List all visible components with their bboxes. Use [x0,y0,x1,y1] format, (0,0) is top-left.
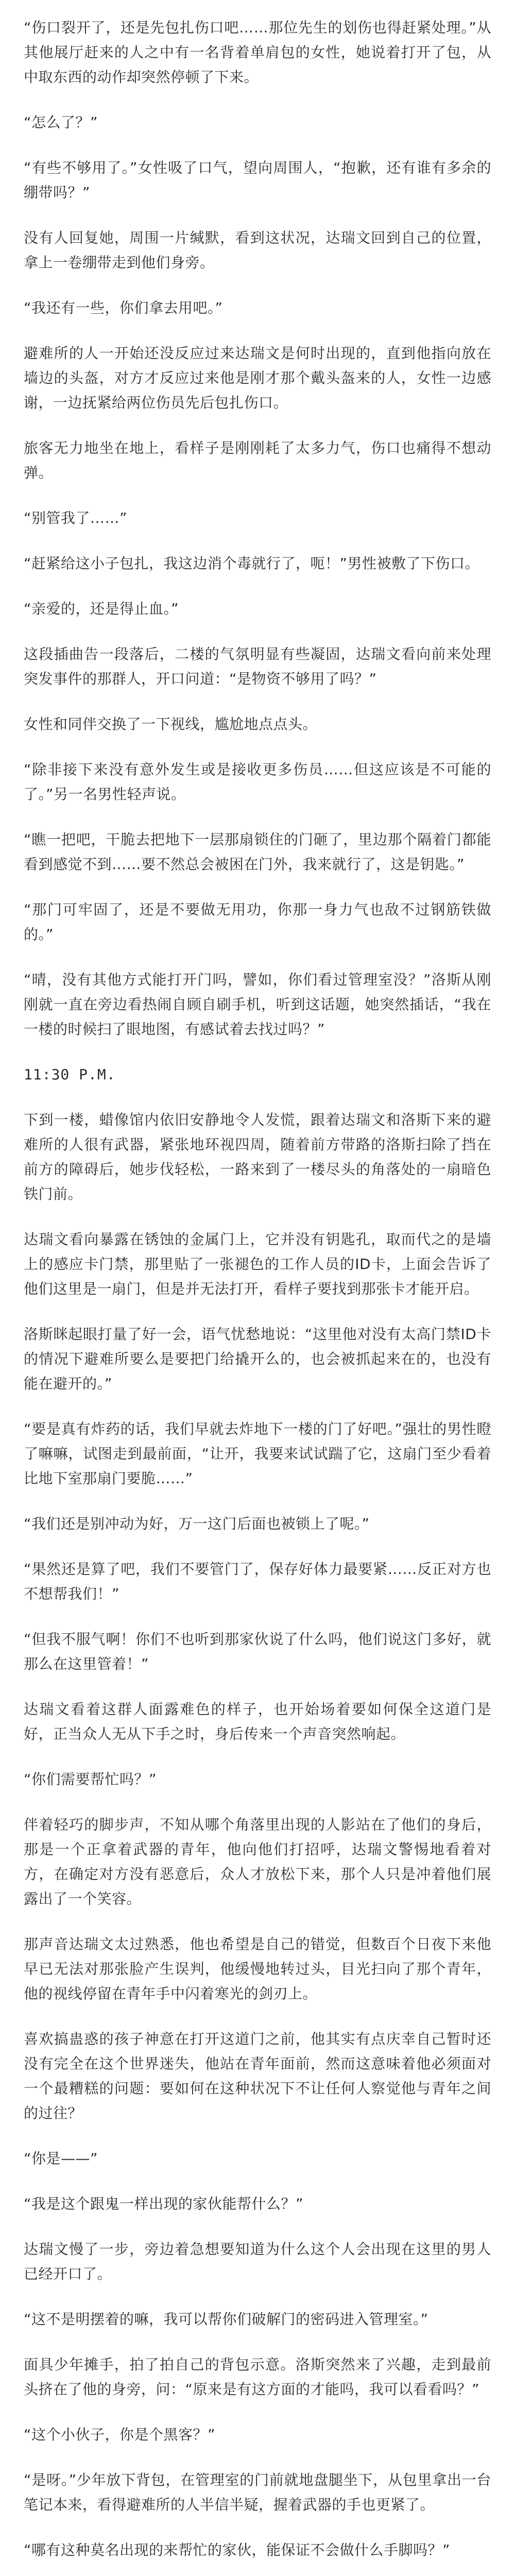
article-section-2 [24,1108,491,2576]
paragraph: “要是真有炸药的话，我们早就去炸地下一楼的门了好吧。”强壮的男性瞪了嘛嘛，试图走到最前面，“让开，我要来试试踹了它，这扇门至少看着比地下室那扇门要脆……” [24,1420,491,1487]
paragraph: “晴，没有其他方式能打开门吗，譬如，你们看过管理室没？”洛斯从刚刚就一直在旁边看热闹自顾自刷手机，听到这话题，她突然插话，“我在一楼的时候扫了眼地图，有感试着去找过吗？” [24,971,491,1038]
paragraph: “怎么了？” [24,114,98,131]
paragraph: “哪有这种莫名出现的来帮忙的家伙，能保证不会做什么手脚吗？” [24,2541,451,2558]
paragraph: “瞧一把吧，干脆去把地下一层那扇锁住的门砸了，里边那个隔着门都能看到感觉不到……要不然总会被困在门外，我来就行了，这是钥匙。” [24,831,491,873]
paragraph: “别管我了……” [24,510,128,527]
paragraph: “我是这个跟鬼一样出现的家伙能帮什么？” [24,2195,304,2212]
paragraph: 这段插曲告一段落后，二楼的气氛明显有些凝固，达瑞文看向前来处理突发事件的那群人，开口问道：“是物资不够用了吗？” [24,646,491,687]
paragraph: “果然还是算了吧，我们不要管门了，保存好体力最要紧……反正对方也不想帮我们！” [24,1561,491,1602]
paragraph: “除非接下来没有意外发生或是接收更多伤员……但这应该是不可能的了。”另一名男性轻声说。 [24,761,491,803]
paragraph: “但我不服气啊！你们不也听到那家伙说了什么吗，他们说这门多好，就那么在这里管着！” [24,1631,491,1672]
paragraph: “我们还是别冲动为好，万一这门后面也被锁上了呢。” [24,1515,370,1532]
paragraph: “你是——” [24,2150,98,2167]
paragraph: 达瑞文看着这群人面露难色的样子，也开始场着要如何保全这道门是好，正当众人无从下手之时，身后传来一个声音突然响起。 [24,1701,491,1742]
paragraph: 那声音达瑞文太过熟悉，他也希望是自己的错觉，但数百个日夜下来他早已无法对那张脸产生误判，他缓慢地转过头，目光扫向了那个青年，他的视线停留在青年手中闪着寒光的剑刃上。 [24,1936,491,2002]
paragraph: “你们需要帮忙吗？” [24,1771,157,1788]
paragraph: 面具少年摊手，拍了拍自己的背包示意。洛斯突然来了兴趣，走到最前头挤在了他的身旁，问：“原来是有这方面的才能吗，我可以看看吗？” [24,2356,491,2398]
paragraph: 达瑞文慢了一步，旁边着急想要知道为什么这个人会出现在这里的男人已经开口了。 [24,2241,491,2282]
paragraph: “赶紧给这小子包扎，我这边消个毒就行了，呃！”男性被敷了下伤口。 [24,555,480,572]
paragraph: “这个小伙子，你是个黑客？” [24,2426,216,2443]
paragraph: 旅客无力地坐在地上，看样子是刚刚耗了太多力气，伤口也痛得不想动弹。 [24,439,491,481]
paragraph: 喜欢搞蛊惑的孩子神意在打开这道门之前，他其实有点庆幸自己暂时还没有完全在这个世界迷失，他站在青年面前，然而这意味着他必须面对一个最糟糕的问题：要如何在这种状况下不让任何人察觉他与青年之间的过往？ [24,2030,491,2122]
paragraph: 没有人回复她，周围一片缄默，看到这状况，达瑞文回到自己的位置，拿上一卷绷带走到他们身旁。 [24,229,491,271]
paragraph: 女性和同伴交换了一下视线，尴尬地点点头。 [24,716,318,733]
paragraph: “有些不够用了。”女性吸了口气，望向周围人，“抱歉，还有谁有多余的绷带吗？” [24,159,491,201]
paragraph: “那门可牢固了，还是不要做无用功，你那一身力气也敌不过钢筋铁做的。” [24,901,491,943]
paragraph: “这不是明摆着的嘛，我可以帮你们破解门的密码进入管理室。” [24,2311,428,2328]
paragraph: “是呀。”少年放下背包，在管理室的门前就地盘腿坐下，从包里拿出一台笔记本来，看得避难所的人半信半疑，握着武器的手也更紧了。 [24,2471,491,2513]
paragraph: 达瑞文看向暴露在锈蚀的金属门上，它并没有钥匙孔，取而代之的是墙上的感应卡门禁，那里贴了一张褪色的工作人员的ID卡，上面会告诉了他们这里是一扇门，但是并无法打开，看样子要找到那张卡才能开启。 [24,1231,491,1297]
paragraph: 伴着轻巧的脚步声，不知从哪个角落里出现的人影站在了他们的身后，那是一个正拿着武器的青年，他向他们打招呼，达瑞文警惕地看着对方，在确定对方没有恶意后，众人才放松下来，那个人只是冲着他们展露出了一个笑容。 [24,1816,491,1907]
time-marker: 11:30 P.M. [24,1066,116,1083]
paragraph: 避难所的人一开始还没反应过来达瑞文是何时出现的，直到他指向放在墙边的头盔，对方才反应过来他是刚才那个戴头盔来的人，女性一边感谢，一边抚紧给两位伤员先后包扎伤口。 [24,345,491,411]
paragraph: 下到一楼，蜡像馆内依旧安静地令人发慌，跟着达瑞文和洛斯下来的避难所的人很有武器，紧张地环视四周，随着前方带路的洛斯扫除了挡在前方的障碍后，她步伐轻松，一路来到了一楼尽头的角落处的一扇暗色铁门前。 [24,1111,491,1202]
paragraph: “亲爱的，还是得止血。” [24,600,179,617]
paragraph: “伤口裂开了，还是先包扎伤口吧……那位先生的划伤也得赶紧处理。”从其他展厅赶来的人之中有一名背着单肩包的女性，她说着打开了包，从中取东西的动作却突然停顿了下来。 [24,19,491,86]
article-section-1 [24,15,491,1042]
paragraph: 洛斯眯起眼打量了好一会，语气忧愁地说：“这里他对没有太高门禁ID卡的情况下避难所要么是要把门给撬开么的，也会被抓起来在的，也没有能在避开的。” [24,1326,491,1392]
paragraph: “我还有一些，你们拿去用吧。” [24,299,223,316]
